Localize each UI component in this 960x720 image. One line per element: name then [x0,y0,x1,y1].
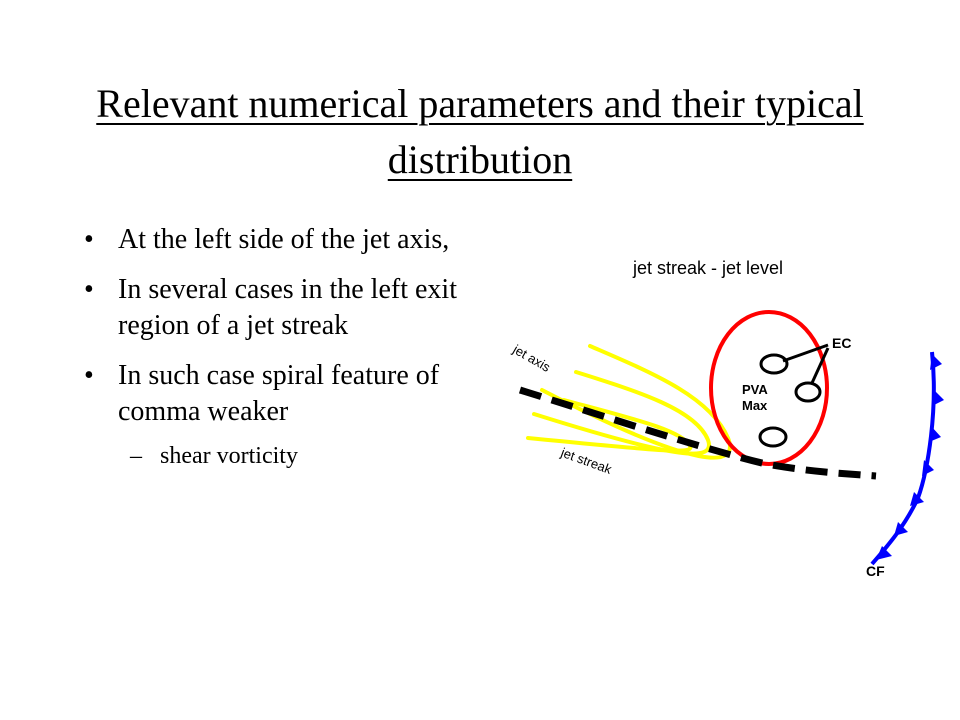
bullet-item [84,222,464,258]
sub-bullet-item [84,440,464,472]
bullet-text: In such case spiral feature of comma weaker [118,360,440,427]
front-triangle [910,492,924,506]
vorticity-oval-bottom [760,428,786,446]
cf-label: CF [866,563,885,579]
jet-streak-label: jet streak [558,444,614,477]
front-triangle [932,390,944,406]
max-label: Max [742,398,768,413]
pva-max-circle [711,312,827,464]
bullet-marker: • [84,274,94,305]
diagram-header: jet streak - jet level [633,258,784,278]
bullet-item [84,272,464,344]
slide-title: Relevant numerical parameters and their typical distribution [96,81,864,182]
vorticity-oval-top [761,355,787,373]
ec-label: EC [832,335,852,351]
bullet-marker: • [84,360,94,391]
cold-front [872,352,944,564]
vorticity-oval-right [796,383,820,401]
front-triangle [929,426,941,442]
isotach-inner [528,400,690,451]
bullet-text: In several cases in the left exit region of a jet streak [118,274,457,341]
bullet-list [84,222,464,472]
pva-label: PVA [742,382,768,397]
front-triangle [876,546,892,560]
bullet-text: At the left side of the jet axis, [118,224,450,255]
bullet-item [84,358,464,430]
sub-bullet-text: shear vorticity [160,443,298,469]
bullet-marker: • [84,224,94,255]
jet-streak-diagram [490,240,950,600]
front-triangle [930,354,942,370]
sub-bullet-marker: – [130,443,142,469]
jet-axis-label: jet axis [510,341,554,375]
